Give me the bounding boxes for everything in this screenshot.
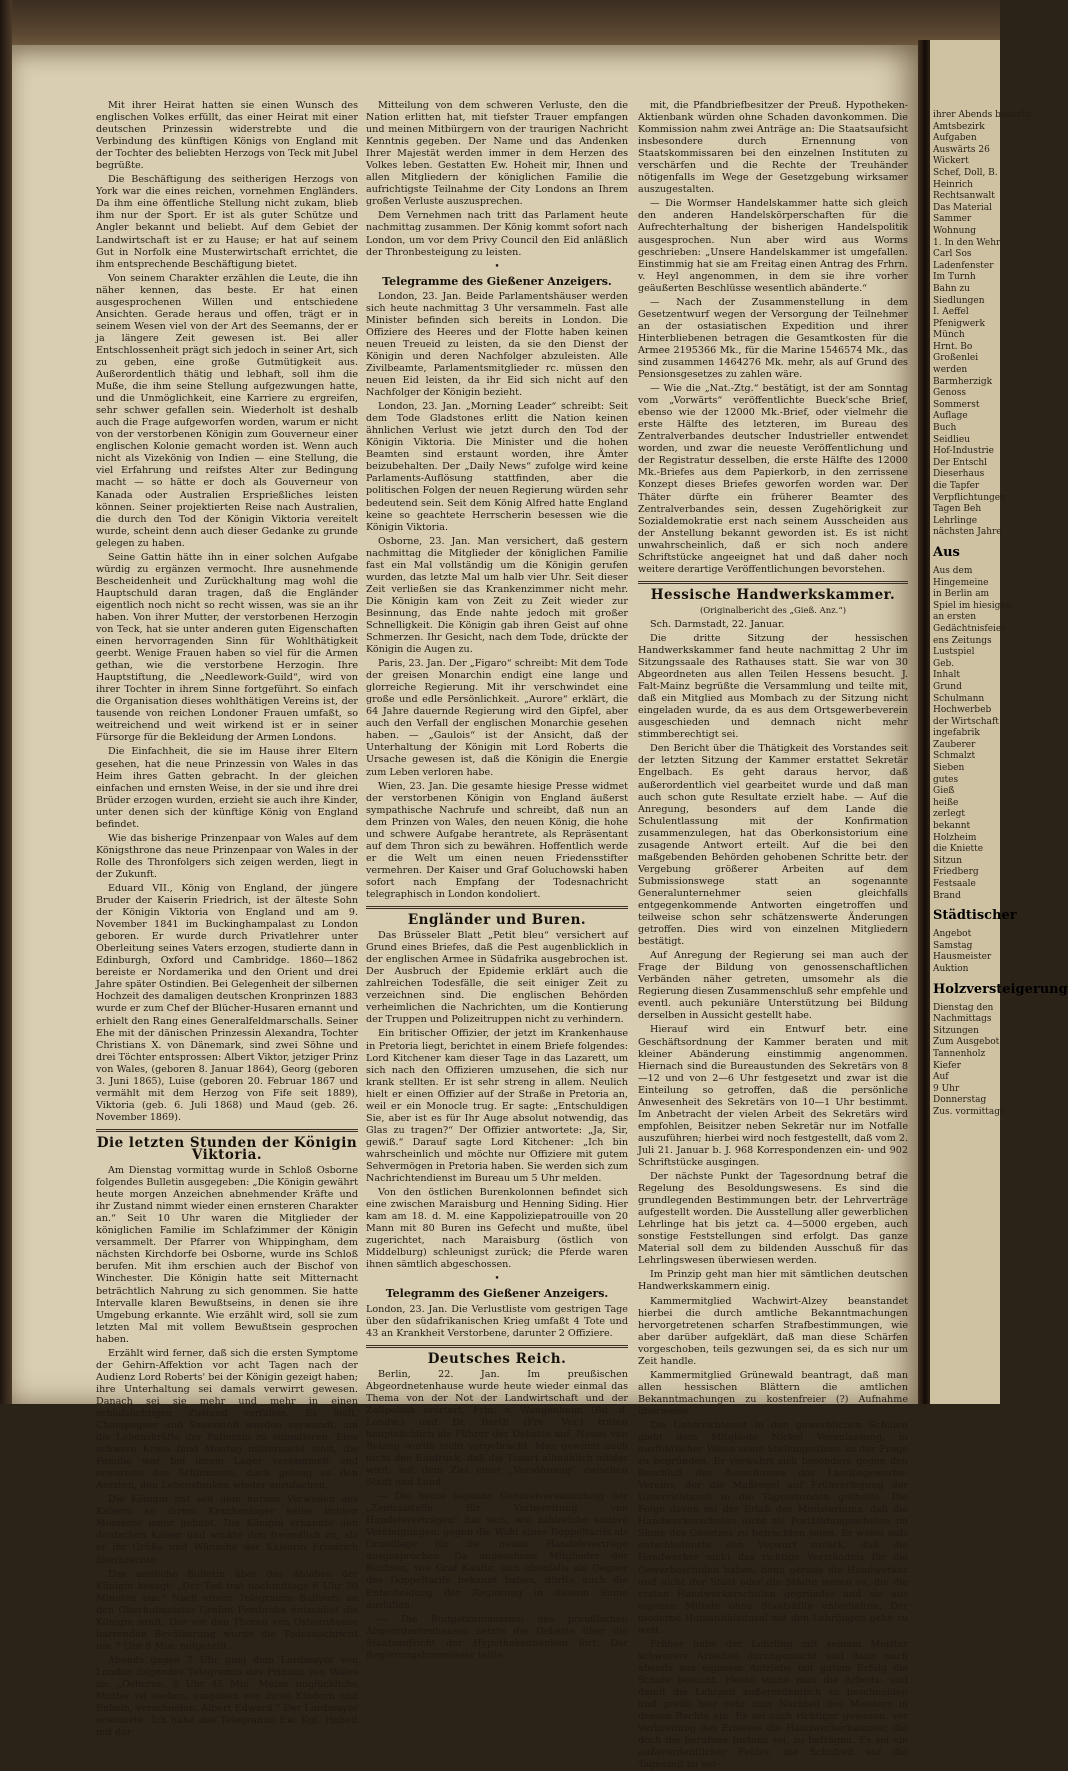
- divider: [96, 1129, 358, 1132]
- text-line: Dienstag den: [933, 1002, 994, 1013]
- text-line: an ersten: [933, 612, 977, 623]
- text-line: Der Entschl: [933, 457, 988, 468]
- text-line: bekannt: [933, 821, 971, 832]
- paragraph: Auf Anregung der Regierung sei man auch der Frage der Bildung von genossenschaftlichen Verbänden näher getreten, umsomehr als die Regierung diesen Zusammenschluß sehr empfehle und eventl. auch pekuniäre Unterstützung bei Bildung derselben in Aussicht gestellt habe.: [638, 950, 908, 1022]
- text-line: ens Zeitungs: [933, 635, 992, 646]
- text-line: Schmalzt: [933, 751, 976, 762]
- adjacent-heading-holzversteigerung: Holzversteigerung: [933, 981, 1068, 997]
- article-telegram-2: London, 23. Jan. Die Verlustliste vom gestrigen Tage über den südafrikanischen Krieg umfaßt 4 Tote und 43 an Krankheit Verstorbene, darunter 2 Offiziere.: [366, 1303, 628, 1339]
- text-line: Inhalt: [933, 670, 961, 681]
- text-line: Siedlungen: [933, 295, 985, 306]
- paragraph: Von den östlichen Burenkolonnen befindet sich eine zwischen Maraisburg und Henning Siding. Hier kam am 18. d. M. eine Kappoliziepatrouille von 20 Mann mit 80 Buren ins Gefecht und mußte, übel zugerichtet, nach Maraisburg (östlich von Middelburg) schleunigst zurück; die Pferde waren ihnen sämtlich abgeschossen.: [366, 1187, 628, 1271]
- text-line: Samstag: [933, 940, 973, 951]
- text-line: Holzheim: [933, 832, 977, 843]
- paragraph: Das Brüsseler Blatt „Petit bleu“ versichert auf Grund eines Briefes, daß die Pest augenblicklich in der englischen Armee in Südafrika ausgebrochen ist. Der Ausbruch der Epidemie erklärt auch die zahlreichen Todesfälle, die seit einiger Zeit zu verzeichnen sind. Die englischen Behörden verheimlichen die Nachrichten, um die Kontierung der Truppen und Polizeitruppen nicht zu verhindern.: [366, 930, 628, 1026]
- article-boers: [366, 930, 628, 1271]
- paragraph: Am Dienstag vormittag wurde in Schloß Osborne folgendes Bulletin ausgegeben: „Die Königin gewährt heute morgen Anzeichen abnehmender Kräfte und ihr Zustand nimmt wieder einen ernsteren Charakter an.“ Seit 10 Uhr waren die Mitglieder der königlichen Familie im Schlafzimmer der Königin versammelt. Der Pfarrer von Whippingham, dem nächsten Kirchdorfe bei Osborne, wurde ins Schloß berufen. Mit ihm erschien auch der Bischof von Winchester. Die Königin hatte seit Mitternacht beträchtlich Nahrung zu sich genommen. Sie hatte Intervalle klaren Bewußtseins, in denen sie ihre Umgebung erkannte. Wie erzählt wird, soll sie zum letzten Mal mit vollem Bewußtsein gesprochen haben.: [96, 1165, 358, 1345]
- paragraph: — Die Wormser Handelskammer hatte sich gleich den anderen Handelskörperschaften für die Aufrechterhaltung der bisherigen Handelspolitik ausgesprochen. Nun aber wird aus Worms geschrieben: „Unsere Handelskammer ist umgefallen. Einstimmig hat sie am Freitag einen Antrag des Frhrn. v. Heyl angenommen, in dem sie ihre vorher geäußerten Beschlüsse wesentlich abänderte.“: [638, 198, 908, 294]
- paragraph: Den Bericht über die Thätigkeit des Vorstandes seit der letzten Sitzung der Kammer erstattet Sekretär Engelbach. Es geht daraus hervor, daß außerordentlich viel gearbeitet wurde und daß man auch schon gute Resultate erzielt habe. — Auf die Anregung, besonders auf dem Lande die Schulentlassung mit der Konfirmation zusammenzulegen, hat das Oberkonsistorium eine zusagende Antwort erteilt. Auf die bei den maßgebenden Behörden gehobenen Schritte betr. der Vergebung größerer Arbeiten auf dem Submissionswege statt an sogenannte Generalunternehmer seien gleichfalls entgegenkommende Antworten eingetroffen und teilweise schon sehr schätzenswerte Änderungen getroffen. Dies wird von einzelnen Mitgliedern bestätigt.: [638, 743, 908, 948]
- text-line: Hingemeine: [933, 577, 989, 588]
- text-line: Auflage: [933, 411, 968, 422]
- text-line: Carl Sos: [933, 249, 972, 260]
- text-line: Spiel im hiesigen: [933, 600, 1012, 611]
- text-line: der Wirtschaft: [933, 716, 999, 727]
- paragraph: — Wie die „Nat.-Ztg.“ bestätigt, ist der am Sonntag vom „Vorwärts“ veröffentlichte Bueck'sche Brief, ebenso wie der 12000 Mk.-Brief, oder vielmehr die erste Hälfte des letzteren, im Bureau des Zentralverbandes deutscher Industrieller entwendet worden, und zwar die neueste Veröffentlichung und der Registratur desselben, die erste Hälfte des 12000 Mk.-Briefes aus dem Papierkorb, in den zerrissene Konzept dieses Briefes geworfen worden war. Der Thäter dürfte ein früherer Beamter des Zentralverbandes sein, dessen Zugehörigkeit zur Sozialdemokratie erst nach seinem Ausscheiden aus der Anstellung bekannt geworden ist. Es ist nicht unwahrscheinlich, daß er sich noch andere Schriftstücke angeeignet hat und daß daher noch weitere derartige Veröffentlichungen bevorstehen.: [638, 383, 908, 575]
- paragraph: Hierauf wird ein Entwurf betr. eine Geschäftsordnung der Kammer beraten und mit kleiner Abänderung einstimmig angenommen. Hiernach sind die Bureaustunden des Sekretärs von 8—12 und von 2—6 Uhr festgesetzt und zwar ist die Einteilung so getroffen, daß die persönliche Anwesenheit des Sekretärs von 10—1 Uhr bestimmt. Im Anbetracht der vielen Arbeit des Sekretärs wird empfohlen, Beisitzer neben Sekretär nur im Notfalle auszuführen; hierbei wird noch festgestellt, daß vom 2. Juli 21. Januar b. J. 968 Korrespondenzen ein- und 902 Schriftstücke ausgingen.: [638, 1024, 908, 1168]
- text-line: Seidlieu: [933, 434, 971, 445]
- paragraph: Abends gegen 7 Uhr ging dem Lordmayor von London folgendes Telegramm des Prinzen von Wales zu: „Osborne, 6 Uhr 45 Min. Meine unglückliche Mutter ist soeben, umgeben von ihren Kindern und Enkeln, verschieden. Albert Edward.“ Der Lordmayor erwiderte: Ich habe das Telegramm Ew. Kgl. Hoheit mit der: [96, 1654, 358, 1739]
- paragraph: Mitteilung von dem schweren Verluste, den die Nation erlitten hat, mit tiefster Trauer empfangen und meinen Mitbürgern von der traurigen Nachricht Kenntnis gegeben. Der Name und das Andenken Ihrer Majestät werden immer in dem Herzen des Volkes leben. Gestatten Ew. Hoheit mir, Ihnen und allen Mitgliedern der königlichen Familie die aufrichtigste Teilnahme der City Londons an Ihrem großen Verluste auszusprechen.: [366, 100, 628, 208]
- paragraph: Kammermitglied Wachwirt-Alzey beanstandet hierbei die durch amtliche Bekanntmachungen hervorgetretenen scharfen Strafbestimmungen, wie aber darüber aufgeklärt, daß man diese Schärfen vorgeschoben, teils gezwungen sei, da es sich nur um Zeit handle.: [638, 1295, 908, 1367]
- text-line: Sieben: [933, 763, 965, 774]
- heading-telegram-2: Telegramm des Gießener Anzeigers.: [385, 1287, 609, 1301]
- text-line: Hochwerbeb: [933, 705, 992, 716]
- paragraph: Das amtliche Bulletin über das Ableben der Königin besagt: „Der Tod trat nachmittags 6 Uhr 30 Minuten ein.“ Nach einem Telegramm Balfours an den Oberhofmeister Grafen Pembroke entschlief die Königin sanft. Der vor den Thoren von Osbornhouse harrenden Bevölkerung wurde die Todesnachricht um 7 Uhr 8 Min. mitgeteilt.: [96, 1568, 358, 1652]
- adjacent-page-text-2: [930, 565, 1012, 902]
- text-line: Sitzun: [933, 855, 962, 866]
- text-line: Ladenfenster: [933, 260, 994, 271]
- text-line: Gieß: [933, 786, 955, 797]
- text-line: Gedächtnisfeier: [933, 623, 1006, 634]
- text-line: Münch: [933, 330, 965, 341]
- text-line: nächsten Jahre: [933, 527, 1002, 538]
- article-telegrams: [366, 291, 628, 901]
- paragraph: mit, die Pfandbriefbesitzer der Preuß. Hypotheken-Aktienbank würden ohne Schaden davonkommen. Die Kommission nahm zwei Anträge an: Die Staatsaufsicht insbesondere durch Ernennung von Staatskommissaren bei den einzelnen Instituten zu verschärfen und die Rechte der Treuhänder nötigenfalls im Wege der Gesetzgebung wirksamer auszugestalten.: [638, 100, 908, 196]
- text-line: Lustspiel: [933, 647, 975, 658]
- text-line: Amtsbezirk: [933, 121, 985, 132]
- text-line: Grund: [933, 681, 962, 692]
- text-line: Verpflichtungen: [933, 492, 1006, 503]
- paragraph: — Die Budgetkommission des preußischen Abgeordnetenhauses setzte die Debatte über die Staatsaufsicht der Hypothekenbanken fort. Der Regierungskommissar teilte: [366, 1613, 628, 1661]
- column-2: [366, 100, 628, 1661]
- text-line: Festsaale: [933, 879, 976, 889]
- article-continuation: [638, 100, 908, 576]
- paragraph: Eduard VII., König von England, der jüngere Bruder der Kaiserin Friedrich, ist der älteste Sohn der Königin Viktoria von England und am 9. November 1841 im Buckinghampalast zu London geboren. Er wurde durch Privatlehrer unter Oberleitung seines Vaters erzogen, studierte dann in Edinburgh, Oxford und Cambridge. 1860—1862 bereiste er Nordamerika und den Orient und drei Jahre später Ostindien. Bei Gelegenheit der silbernen Hochzeit des damaligen deutschen Kronprinzen 1883 wurde er zum Chef der Blücher-Husaren ernannt und erhielt den Rang eines Generalfeldmarschalls. Seiner Ehe mit der dänischen Prinzessin Alexandra, Tochter Christians X. von Dänemark, sind zwei Söhne und drei Töchter entsprossen: Albert Viktor, jetziger Prinz von Wales, (geboren 8. Januar 1864), Georg (geboren 3. Juni 1865), Luise (geboren 20. Februar 1867 und vermählt mit dem Herzog von Fife seit 1889), Viktoria (geb. 6. Juli 1868) und Maud (geb. 26. November 1869).: [96, 883, 358, 1123]
- adjacent-page-text: [930, 110, 1032, 539]
- paragraph: Die dritte Sitzung der hessischen Handwerkskammer fand heute nachmittag 2 Uhr im Sitzungssaale des Rathauses statt. Sie war von 30 Abgeordneten aus allen Teilen Hessens besucht. J. Falt-Mainz begrüßte die Versammlung und teilte mit, daß ein Mitglied aus Mombach zu der Sitzung nicht eingeladen wurde, da es aus dem Ortsgewerbeverein ausgeschieden und demnach nicht mehr stimmberechtigt sei.: [638, 632, 908, 741]
- column-1: [96, 100, 358, 1739]
- text-line: Tannenholz: [933, 1048, 986, 1059]
- text-line: Geb.: [933, 658, 955, 669]
- adjacent-heading-aus: Aus: [933, 544, 960, 560]
- paragraph: — Die heute tagende Generalversammlung der „Zentralstelle für Vorbereitung von Handelsverträgen“ hat sich, wie zahlreiche andere Vereinigungen, gegen die Wahl eines Doppeltarifs als Grundlage für die neuen Handelsverträge ausgesprochen. Da angesehene Mitglieder der Rechten, wie Graf Kanitz, sich ebenfalls als Gegner des Doppeltarifs bekannt haben, dürfte auch die Entscheidung der Regierung in diesem Sinne ausfallen.: [366, 1491, 628, 1611]
- paragraph: Wie das bisherige Prinzenpaar von Wales auf dem Königsthrone das neue Prinzenpaar von Wales in der Rolle des Thronfolgers sich zeigen werden, liegt in der Zukunft.: [96, 832, 358, 880]
- paragraph: Osborne, 23. Jan. Man versichert, daß gestern nachmittag die Mitglieder der königlichen Familie fast ein Mal vollständig um die Königin gerufen wurden, das letzte Mal um halb vier Uhr. Seit dieser Zeit verließen sie das Krankenzimmer nicht mehr. Die Königin kam von Zeit zu Zeit wieder zur Besinnung, das Ende nahte jedoch mit großer Schnelligkeit. Die Königin gab ihren Geist auf ohne Schmerzen. Ihr Gesicht, nach dem Tode, drückte der Königin die Augen zu.: [366, 535, 628, 656]
- paragraph: Mit ihrer Heirat hatten sie einen Wunsch des englischen Volkes erfüllt, das einer Heirat mit einer deutschen Prinzessin widerstrebte und die Verbindung des künftigen Königs von England mit der Tochter des beliebten Herzogs von Teck mit Jubel begrüßte.: [96, 100, 358, 172]
- text-line: in Berlin am: [933, 589, 990, 600]
- text-line: Zum Ausgebot: [933, 1037, 1000, 1048]
- text-line: die Tapfer: [933, 481, 980, 491]
- text-line: Bahn zu: [933, 283, 970, 294]
- text-line: Sitzungen: [933, 1025, 979, 1036]
- text-line: Lehrlinge: [933, 515, 978, 526]
- heading-last-hours: Die letzten Stunden der Königin Viktoria.: [96, 1134, 358, 1163]
- text-line: Großenlei: [933, 353, 979, 364]
- text-line: Auswärts 26: [933, 144, 990, 155]
- text-line: Rechtsanwalt: [933, 191, 995, 202]
- adjacent-page-fragment: [930, 40, 1068, 1404]
- text-line: Das Material: [933, 202, 993, 213]
- text-line: Kiefer: [933, 1060, 961, 1071]
- text-line: 9 Uhr: [933, 1083, 960, 1094]
- adjacent-heading-staedtischer: Städtischer: [933, 908, 1017, 924]
- text-line: Auf: [933, 1072, 949, 1083]
- text-line: Heinrich: [933, 179, 973, 190]
- article-last-hours: [96, 1165, 358, 1739]
- text-line: werden: [933, 365, 968, 376]
- text-line: Brand: [933, 890, 961, 901]
- text-line: heiße: [933, 797, 959, 808]
- heading-deutsches-reich: Deutsches Reich.: [427, 1350, 567, 1367]
- adjacent-page-text-4: [930, 1002, 1005, 1119]
- article-deutsches-reich: [366, 1369, 628, 1662]
- article-continuation: [366, 100, 628, 259]
- divider: [366, 1345, 628, 1348]
- divider: [638, 581, 908, 584]
- text-line: die Kniette: [933, 844, 984, 855]
- text-line: Buch: [933, 423, 957, 434]
- text-line: ingefabrik: [933, 728, 980, 739]
- text-line: I. Aeffel: [933, 307, 969, 318]
- text-line: Wohnung: [933, 225, 977, 236]
- text-line: Wickert: [933, 156, 969, 167]
- paragraph: Die Unterrichtszeit in den gewerblichen Schulen giebt dem Mitgliede Nickel Veranlassung, in ausführlicher Weise seine Stellungnahme zu der Frage zu begründen. Er verwahrt sich besonders gegen den Beschluß des Ausschusses des Landesgewerbe-Vereins, der die Maßregel auf Frühverlegung der Unterrichtszeit in die Tagesstunden gutheißt. Die Folge davon sei der Erlaß des Ministeriums, daß die Handwerkerschulen nicht als Fortbildungsschulen im Sinne des Gesetzes zu betrachten seien. Er weise aufs entschiedenste den Vorwurf zurück, daß die Handwerker nicht das richtige Verständnis für die Gewerbeschulen haben, denn gerade die Handwerker und nicht der Staat oder die Städte waren es, die die ersten Handwerkerschulen gegründet und sie aus eigenen Mitteln ohne Staatshilfe unterhalten. Der moderne Humanitätsdusel mit den Lehrlingen gehe zu weit.: [638, 1419, 908, 1636]
- paragraph: Die Einfachheit, die sie im Hause ihrer Eltern gesehen, hat die neue Prinzessin von Wales in das Heim ihres Gatten gebracht. In der gleichen einfachen und ernsten Weise, in der sie und ihre drei Brüder erzogen wurden, erzieht sie auch ihre Kinder, unter denen sich der künftige König von England befindet.: [96, 746, 358, 830]
- heading-telegrams: Telegramme des Gießener Anzeigers.: [382, 274, 612, 288]
- text-line: 1. In den Wehr: [933, 237, 1001, 248]
- text-line: Friedberg: [933, 867, 979, 878]
- text-line: Dieserhaus: [933, 469, 985, 480]
- paragraph: Die Königin hat seit dem kurzen Verweilen des Kaisers an ihrem Krankenlager keine lichten Momente mehr gehabt. Die Königin erkannte den deutschen Kaiser und winkte ihm freundlich zu, als er ihr Grüße und Wünsche der Kaiserin Friedrich überbrachte.: [96, 1494, 358, 1566]
- heading-boers: Engländer und Buren.: [407, 912, 587, 929]
- text-line: Aufgaben: [933, 133, 977, 144]
- text-line: zerlegt: [933, 809, 965, 820]
- paragraph: — Nach der Zusammenstellung in dem Gesetzentwurf wegen der Versorgung der Teilnehmer an der ostasiatischen Expedition und ihrer Hinterbliebenen betragen die Gesamtkosten für die Armee 2195366 Mk., für die Marine 1546574 Mk., das sind zusammen 1464276 Mk. mehr, als auf Grund des Pensionsgesetzes zu zahlen wäre.: [638, 296, 908, 381]
- paragraph: Wien, 23. Jan. Die gesamte hiesige Presse widmet der verstorbenen Königin von England äußerst sympathische Nachrufe und schreibt, daß nun an dem Prinzen von Wales, den neuen König, die hohe und schwere Aufgabe herantrete, als Repräsentant auf dem Thron sich zu bewähren. Hoffentlich werde er die Welt um einen neuen Friedensstifter vermehren. Der Kaiser und Graf Goluchowski haben sofort nach Empfang der Todesnachricht telegraphisch in London kondoliert.: [366, 780, 628, 900]
- text-line: Zauberer: [933, 739, 976, 750]
- text-line: Donnerstag: [933, 1095, 987, 1106]
- paragraph: Kammermitglied Grünewald beantragt, daß man allen hessischen Blättern die amtlichen Bekanntmachungen zu kostenfreier (?) Aufnahme überweise.: [638, 1369, 908, 1417]
- text-line: Hof-Industrie: [933, 446, 994, 457]
- paragraph: Paris, 23. Jan. Der „Figaro“ schreibt: Mit dem Tode der greisen Monarchin endigt eine lange und glorreiche Regierung. Mit ihr verschwindet eine große und edle Persönlichkeit. „Aurore“ erklärt, die 64 Jahre dauernde Regierung wird den Gipfel, aber auch den Verfall der englischen Monarchie gesehen haben. — „Gaulois“ ist der Ansicht, daß der Unterhaltung der Königin mit Lord Roberts die Ursache gewesen ist, daß die Königin die Energie zum Leben verloren habe.: [366, 658, 628, 778]
- text-line: Schef, Doll, B.: [933, 167, 998, 178]
- text-line: Im Turnh: [933, 272, 976, 283]
- paragraph: Früher habe der Lehrling mit seinem Meister schwerere Arbeiten durchgemacht und dann noch abends aus eigenem Antriebe mit gutem Erfolg die Schule besucht. Heute suche man die Arbeits- und damit die Lehrzeit außerordentlich zu beschneiden und greife hier sehr zum Nachteil des Meisters in dessen Rechte ein. Es sei auch richtiger gewesen, vor Verbreitung des Erlasses die Handwerkerkammer, die doch die berufene Instanz sei, zu befragen. Es sei ein außerordentlicher Fehler, die Schulzeit auf die Tageszeit zu ver-: [638, 1638, 908, 1771]
- heading-handwerkskammer: Hessische Handwerkskammer.: [650, 586, 896, 603]
- text-line: gutes: [933, 774, 959, 785]
- paragraph: Berlin, 22. Jan. Im preußischen Abgeordnetenhause wurde heute wieder einmal das Thema von der Not der Landwirtschaft und der Zollpolitik erörtert. Frhr. v. Wangenheim (Bd. d. Landw.) und Dr. Barth (Frs. Ver.) traten hauptsächlich als Führer der Debatte auf. Neues von Belang wurde nicht vorgebracht. Man gewinnt auch nicht den Eindruck, daß die Tonart allmählich milder wird, mit dem Ziel einer „Versöhnung“ zwischen Stadt und Land.: [366, 1368, 628, 1489]
- text-line: Hrnt. Bo: [933, 341, 973, 352]
- text-line: Auktion: [933, 963, 969, 974]
- text-line: Zus. vormittags: [933, 1106, 1005, 1117]
- paragraph: Im Prinzip geht man hier mit sämtlichen deutschen Handwerkskammern einig.: [638, 1269, 908, 1293]
- text-line: Aus dem: [933, 565, 973, 576]
- paragraph: Der nächste Punkt der Tagesordnung betraf die Regelung des Besoldungswesens. Es sind die grundlegenden Bestimmungen betr. der Lehrverträge aufgestellt worden. Die Ausstellung aller gewerblichen Lehrlinge hat bis jetzt ca. 4—5000 ergeben, auch sonstige Feststellungen sind erfolgt. Das ganze Material soll dem zu bildenden Ausschuß für das Lehrlingswesen überwiesen werden.: [638, 1171, 908, 1267]
- paragraph: Ein britischer Offizier, der jetzt im Krankenhause in Pretoria liegt, berichtet in einem Briefe folgendes: Lord Kitchener kam dieser Tage in das Lazarett, um sich nach den Offizieren umzusehen, die sich nur krank stellten. Er ist sehr streng in allem. Neulich hielt er einen Offizier auf der Straße in Pretoria an, weil er ein Monocle trug. Er sagte: „Entschuldigen Sie, aber ist es für Ihr Auge absolut notwendig, das Glas zu tragen?“ Der Offizier antwortete: „Ja, Sir, gewiß.“ Darauf sagte Lord Kitchener: „Ich bin wahrscheinlich und möchte nur Offiziere mit gutem Sehvermögen in Pretoria haben. Sie werden sich zum Nachrichtendienst im Bureau um 5 Uhr melden.: [366, 1028, 628, 1185]
- text-line: Nachmittags: [933, 1014, 992, 1025]
- paragraph: London, 23. Jan. Beide Parlamentshäuser werden sich heute nachmittag 3 Uhr versammeln. Fast alle Minister befinden sich bereits in London. Die Offiziere des Heeres und der Flotte haben keinen neuen Treueid zu leisten, da sie den Dienst der Königin und deren Nachfolger abzuleisten. Alle Zivilbeamte, Parlamentsmitglieder rc. müssen den neuen Eid leisten, da ihr Eid sich nicht auf den Nachfolger der Königin bezieht.: [366, 290, 628, 399]
- paragraph: Sch. Darmstadt, 22. Januar.: [650, 618, 785, 630]
- paragraph: London, 23. Jan. „Morning Leader“ schreibt: Seit dem Tode Gladstones erlitt die Nation keinen ähnlichen Verlust wie jetzt durch den Tod der Königin Viktoria. Die Minister und die hohen Beamten sind erstaunt worden, ihre Ämter beizubehalten. Der „Daily News“ zufolge wird keine Parlaments-Auflösung stattfinden, aber die politischen Folgen der neuen Regierung würden sehr bedeutend sein. Seit dem König Alfred hatte England keine so geachtete Herrscherin besessen wie die Königin Viktoria.: [366, 401, 628, 533]
- text-line: Barmherzigk: [933, 376, 993, 387]
- text-line: Tagen Beh: [933, 504, 982, 515]
- text-line: Angebot: [933, 929, 972, 940]
- paragraph: Von seinem Charakter erzählen die Leute, die ihn näher kennen, das beste. Er hat einen ausgesprochenen Willen und entschiedene Ansichten. Gerade heraus und offen, trägt er in seinem Wesen viel von der Art des Seemanns, der er ja längere Zeit gewesen ist. Bei aller Entschlossenheit prägt sich jedoch in seiner Art, sich zu geben, eine große Gutmütigkeit aus. Außerordentlich thätig und lebhaft, soll ihm die Muße, die ihm seine Stellung aufgezwungen hatte, und die Unmöglichkeit, eine Karriere zu ergreifen, sehr schwer gefallen sein. Wiederholt ist deshalb auch die Frage aufgeworfen worden, warum er nicht von der verstorbenen Königin zum Gouverneur einer englischen Kolonie gemacht worden ist. Wenn auch nicht als Vizekönig von Indien — eine Stellung, die viel Erfahrung und reifstes Alter zur Bedingung macht — so hätte er doch als Gouverneur von Kanada oder Australien Ersprießliches leisten können. Seiner projektierten Reise nach Australien, die durch den Tod der Königin Viktoria vereitelt wurde, scheint denn auch dieser Gedanke zu grunde gelegen zu haben.: [96, 272, 358, 549]
- paragraph: Dem Vernehmen nach tritt das Parlament heute nachmittag zusammen. Der König kommt sofort nach London, um vor dem Privy Council den Eid anläßlich der Thronbesteigung zu leisten.: [366, 210, 628, 258]
- adjacent-page-text-3: [930, 929, 1000, 975]
- paragraph: Die Beschäftigung des seitherigen Herzogs von York war die eines reichen, vornehmen Engländers. Da ihm eine öffentliche Stellung nicht zukam, blieb ihm nur der Sport. Er ist als guter Schütze und Angler bekannt und beliebt. Auf dem Gebiet der Landwirtschaft ist er zu Hause; er hat auf seinem Gut in Norfolk eine Musterwirtschaft errichtet, die ihm entsprechende Beschäftigung bietet.: [96, 174, 358, 270]
- text-line: Sommerst: [933, 399, 980, 410]
- book-spine-edge: [0, 0, 12, 1404]
- text-line: Schulmann: [933, 693, 985, 704]
- paragraph: Erzählt wird ferner, daß sich die ersten Symptome der Gehirn-Affektion vor acht Tagen nach der Audienz Lord Roberts' bei der Königin gezeigt haben; ihre Unterhaltung sei damals verwirrt gewesen. Danach sei sie mehr und mehr in einen schlafsüchtigen Zustand verfallen. Es hielt, Champagner und Sauerstoff wurden verwandt, um die Lebenskräfte der Patientin zu stimulieren. Eine schwere Krisis fand Montag mitternacht statt, die Familie war bei ihrem Lager versammelt und erwartete das Schlimmste, doch gelang es den Aerzten, den Lebensfunken wieder anzufachen.: [96, 1347, 358, 1492]
- text-line: Genoss: [933, 388, 966, 399]
- divider: [366, 906, 628, 909]
- text-line: ihrer Abends besucht: [933, 110, 1032, 120]
- separator-dot: •: [494, 261, 500, 272]
- source-note: (Originalbericht des „Gieß. Anz.“): [699, 605, 847, 616]
- text-line: Pfenigwerk: [933, 318, 985, 329]
- text-line: Hausmeister: [933, 952, 992, 963]
- column-3: [638, 100, 908, 1771]
- text-line: Sammer: [933, 214, 972, 225]
- column-1-articles: [96, 100, 358, 1124]
- separator-dot: •: [494, 1274, 500, 1285]
- article-handwerkskammer: [638, 619, 908, 1771]
- paragraph: Seine Gattin hätte ihn in einer solchen Aufgabe würdig zu ergänzen vermocht. Ihre ausnehmende Bescheidenheit und Zurückhaltung mag wohl die Hauptschuld daran tragen, daß die Engländer eigentlich noch nicht so recht wissen, was sie an ihr haben. Von ihrer Mutter, der verstorbenen Herzogin von Teck, hat sie unter anderen guten Eigenschaften einen hervorragenden Sinn für Wohlthätigkeit geerbt. Wenige Frauen haben so viel für die Armen gethan, wie die verstorbene Herzogin. Ihre Hauptstiftung, die „Needlework-Guild“, wird von ihrer Tochter in ihrem Sinne fortgeführt. So einfach die Organisation dieses wohlthätigen Vereins ist, der tausende von reichen Londoner Frauen umfaßt, so weitreichend und weit wirkend ist er in seiner Fürsorge für die Bekleidung der Armen Londons.: [96, 551, 358, 744]
